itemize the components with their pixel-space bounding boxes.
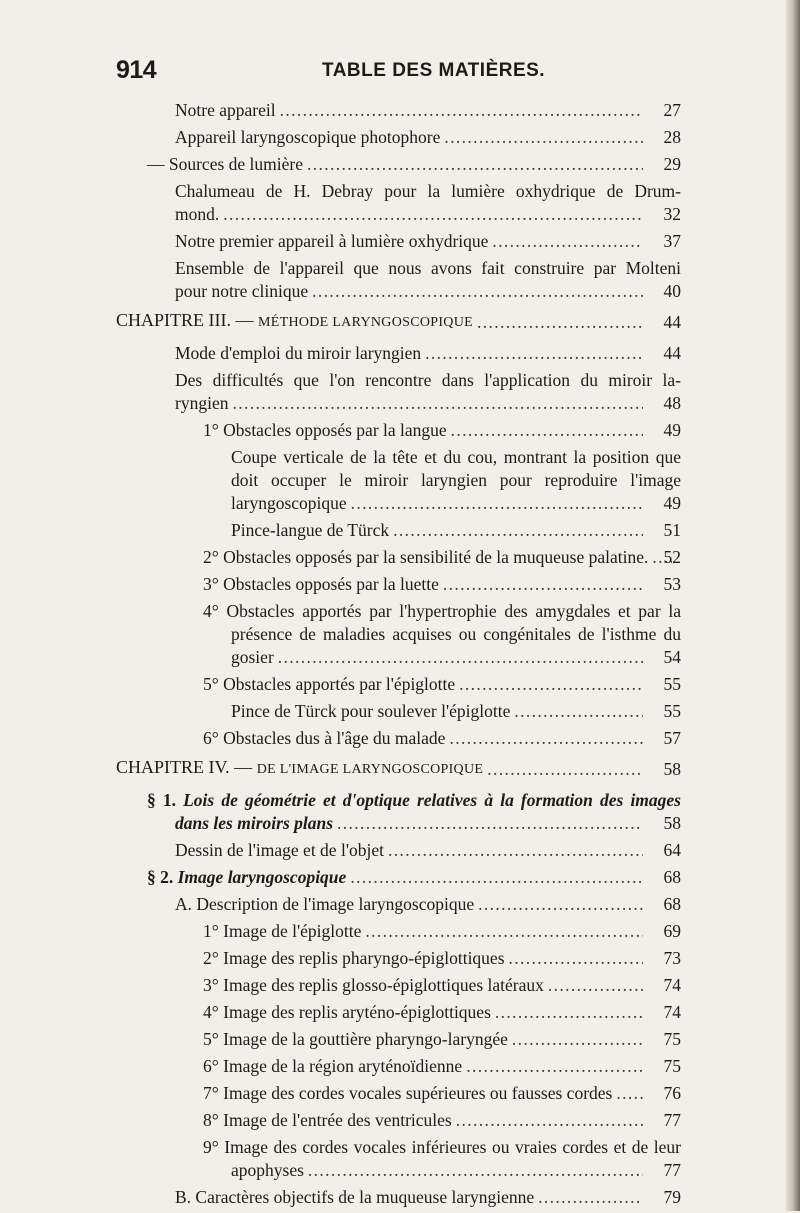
- toc-entry-row: [147, 153, 681, 176]
- toc-entry-title: 8° Image de l'entrée des ventricules: [203, 1110, 452, 1130]
- dot-leader: [307, 153, 643, 176]
- toc-entry-row: [231, 1159, 681, 1182]
- toc-entry: [203, 546, 681, 569]
- dot-leader: [466, 1055, 643, 1078]
- toc-entry-title: 1° Image de l'épiglotte: [203, 921, 362, 941]
- toc-entry-row: [203, 546, 681, 569]
- toc-page-number: 52: [663, 547, 681, 567]
- section-number: § 1.: [147, 790, 184, 810]
- toc-page-number: 64: [663, 840, 681, 860]
- toc-entry: [175, 230, 681, 253]
- dot-leader: [451, 419, 643, 442]
- toc-entry-line: Coupe verticale de la tête et du cou, montrant la position que: [231, 447, 681, 467]
- toc-page-number: 79: [663, 1187, 681, 1207]
- toc-entry-title: 2° Image des replis pharyngo-épiglottiques: [203, 948, 505, 968]
- toc-entry: [203, 419, 681, 442]
- dot-leader: [495, 1001, 643, 1024]
- dot-leader: [456, 1109, 643, 1132]
- toc-entry: [203, 974, 681, 997]
- toc-entry-title: 7° Image des cordes vocales supérieures ou fausses cordes: [203, 1083, 613, 1103]
- dot-leader: [351, 492, 643, 515]
- dot-leader: [337, 812, 643, 835]
- toc-entry-title: 3° Image des replis glosso-épiglottiques latéraux: [203, 975, 544, 995]
- toc-entry-row: [203, 1082, 681, 1105]
- dot-leader: [478, 893, 643, 916]
- toc-entry: [203, 920, 681, 943]
- chapter-title: MÉTHODE LARYNGOSCOPIQUE: [258, 315, 473, 330]
- running-title: TABLE DES MATIÈRES.: [322, 60, 546, 81]
- dot-leader: [350, 866, 643, 889]
- toc-entry-row: [203, 947, 681, 970]
- toc-entry: [175, 342, 681, 365]
- chapter-label: CHAPITRE IV. —: [116, 757, 257, 777]
- toc-page-number: 48: [663, 393, 681, 413]
- toc-entry-row: [116, 309, 681, 334]
- toc-entry-line: Des difficultés que l'on rencontre dans l'application du miroir la-: [175, 370, 681, 390]
- toc-entry: [231, 446, 681, 515]
- dot-leader: [449, 727, 643, 750]
- toc-entry: [203, 727, 681, 750]
- toc-page-number: 75: [663, 1029, 681, 1049]
- toc-page-number: 28: [663, 127, 681, 147]
- page-number: 914: [116, 56, 157, 84]
- toc-entry-row: [231, 700, 681, 723]
- dot-leader: [538, 1186, 643, 1209]
- toc-entry-row: [175, 893, 681, 916]
- toc-page-number: 40: [663, 281, 681, 301]
- chapter-label: CHAPITRE III. —: [116, 310, 258, 330]
- toc-page-number: 44: [663, 312, 681, 332]
- section-heading-line: [147, 789, 681, 812]
- toc-entry-line: 4° Obstacles apportés par l'hypertrophie des amygdales et par la: [203, 601, 681, 621]
- toc-entry-title-cont: pour notre clinique: [175, 281, 309, 301]
- toc-entry-title: 6° Image de la région aryténoïdienne: [203, 1056, 463, 1076]
- toc-entry-title: Notre premier appareil à lumière oxhydrique: [175, 231, 489, 251]
- toc-entry-title: Pince de Türck pour soulever l'épiglotte: [231, 701, 511, 721]
- section-number: § 2.: [147, 867, 178, 887]
- dot-leader: [459, 673, 643, 696]
- toc-entry-title-cont: mond.: [175, 204, 220, 224]
- toc-page-number: 53: [663, 574, 681, 594]
- section-title: Image laryngoscopique: [177, 867, 347, 887]
- toc-entry-row: [203, 974, 681, 997]
- toc-entry-row: [203, 1028, 681, 1051]
- toc-entry: [175, 369, 681, 415]
- section-heading: [147, 866, 346, 889]
- toc-entry-row: [203, 573, 681, 596]
- dot-leader: [616, 1082, 643, 1105]
- toc-page-number: 37: [663, 231, 681, 251]
- table-of-contents: [0, 99, 800, 1213]
- toc-entry-row: [203, 1001, 681, 1024]
- toc-entry: [147, 866, 681, 889]
- toc-entry: [203, 1109, 681, 1132]
- dot-leader: [492, 230, 643, 253]
- toc-entry-title: 4° Image des replis aryténo-épiglottiques: [203, 1002, 491, 1022]
- toc-entry-title: Mode d'emploi du miroir laryngien: [175, 343, 422, 363]
- toc-entry: [203, 1028, 681, 1051]
- toc-entry-row: [231, 492, 681, 515]
- toc-entry-title-cont: laryngoscopique: [231, 493, 347, 513]
- toc-entry-row: [175, 839, 681, 862]
- toc-page-number: 51: [663, 520, 681, 540]
- dot-leader: [388, 839, 643, 862]
- toc-entry-row: [203, 419, 681, 442]
- toc-entry: [203, 947, 681, 970]
- dot-leader: [512, 1028, 643, 1051]
- toc-page-number: 57: [663, 728, 681, 748]
- toc-entry-row: [203, 920, 681, 943]
- section-title: Lois de géométrie et d'optique relatives à la formation des images: [183, 790, 681, 810]
- toc-entry-line: présence de maladies acquises ou congénitales de l'isthme du: [231, 624, 681, 644]
- toc-entry-row: [175, 230, 681, 253]
- toc-entry-row: [175, 99, 681, 122]
- toc-entry-title: A. Description de l'image laryngoscopique: [175, 894, 475, 914]
- toc-entry: [231, 700, 681, 723]
- toc-entry-title: 6° Obstacles dus à l'âge du malade: [203, 728, 446, 748]
- toc-entry-row: [203, 673, 681, 696]
- toc-entry-title: Notre appareil: [175, 100, 276, 120]
- toc-entry-row: [203, 727, 681, 750]
- toc-entry-line: Chalumeau de H. Debray pour la lumière oxhydrique de Drum-: [175, 181, 681, 201]
- toc-entry: [147, 153, 681, 176]
- toc-page-number: 29: [663, 154, 681, 174]
- toc-entry: [175, 1186, 681, 1209]
- toc-entry-row: [175, 1186, 681, 1209]
- toc-entry-line: 9° Image des cordes vocales inférieures ou vraies cordes et de leur: [203, 1137, 681, 1157]
- toc-page-number: 74: [663, 1002, 681, 1022]
- dot-leader: [444, 126, 643, 149]
- toc-entry-title: 5° Image de la gouttière pharyngo-laryngée: [203, 1029, 508, 1049]
- dot-leader: [365, 920, 643, 943]
- toc-entry: [116, 756, 681, 781]
- toc-entry-line: doit occuper le miroir laryngien pour reproduire l'image: [231, 470, 681, 490]
- toc-entry: [203, 1136, 681, 1182]
- toc-entry-row: [175, 812, 681, 835]
- toc-page-number: 27: [663, 100, 681, 120]
- toc-page-number: 55: [663, 674, 681, 694]
- toc-entry-title: 1° Obstacles opposés par la langue: [203, 420, 447, 440]
- dot-leader: [308, 1159, 643, 1182]
- toc-page-number: 55: [663, 701, 681, 721]
- chapter-heading: [116, 756, 483, 781]
- toc-page-number: 68: [663, 894, 681, 914]
- toc-page-number: 58: [663, 813, 681, 833]
- toc-page-number: 77: [663, 1160, 681, 1180]
- toc-entry-row: [116, 756, 681, 781]
- toc-entry-row: [147, 866, 681, 889]
- toc-entry: [231, 519, 681, 542]
- toc-entry: [175, 893, 681, 916]
- toc-entry: [175, 257, 681, 303]
- toc-entry-line: Ensemble de l'appareil que nous avons fait construire par Molteni: [175, 258, 681, 278]
- dot-leader: [312, 280, 643, 303]
- toc-page-number: 69: [663, 921, 681, 941]
- toc-entry: [175, 99, 681, 122]
- section-title-cont: dans les miroirs plans: [175, 813, 334, 833]
- toc-entry-title: 5° Obstacles apportés par l'épiglotte: [203, 674, 456, 694]
- toc-entry: [116, 309, 681, 334]
- toc-entry: [175, 839, 681, 862]
- toc-entry: [203, 600, 681, 669]
- dot-leader: [477, 311, 643, 334]
- toc-entry-row: [203, 1109, 681, 1132]
- toc-page-number: 54: [663, 647, 681, 667]
- toc-entry-title: — Sources de lumière: [147, 154, 303, 174]
- dot-leader: [487, 758, 643, 781]
- toc-entry: [203, 573, 681, 596]
- toc-entry-row: [175, 126, 681, 149]
- toc-entry: [175, 126, 681, 149]
- toc-page-number: 73: [663, 948, 681, 968]
- dot-leader: [425, 342, 643, 365]
- toc-entry-row: [203, 1055, 681, 1078]
- toc-entry-title-cont: gosier: [231, 647, 274, 667]
- toc-entry: [203, 1055, 681, 1078]
- toc-page-number: 58: [663, 759, 681, 779]
- toc-page-number: 68: [663, 867, 681, 887]
- toc-page-number: 49: [663, 493, 681, 513]
- toc-entry: [203, 673, 681, 696]
- toc-entry: [203, 1001, 681, 1024]
- dot-leader: [509, 947, 643, 970]
- toc-page-number: 75: [663, 1056, 681, 1076]
- toc-entry-row: [175, 203, 681, 226]
- toc-entry-title: 2° Obstacles opposés par la sensibilité de la muqueuse palatine.: [203, 547, 649, 567]
- toc-entry: [175, 180, 681, 226]
- toc-entry: [203, 1082, 681, 1105]
- toc-entry-title: 3° Obstacles opposés par la luette: [203, 574, 439, 594]
- toc-page-number: 76: [663, 1083, 681, 1103]
- dot-leader: [548, 974, 643, 997]
- toc-page-number: 49: [663, 420, 681, 440]
- chapter-heading: [116, 309, 473, 334]
- toc-entry-title: Dessin de l'image et de l'objet: [175, 840, 384, 860]
- toc-entry-title: Appareil laryngoscopique photophore: [175, 127, 441, 147]
- toc-entry: [147, 789, 681, 835]
- toc-entry-row: [231, 519, 681, 542]
- dot-leader: [443, 573, 643, 596]
- toc-entry-title-cont: ryngien: [175, 393, 229, 413]
- toc-entry-title: Pince-langue de Türck: [231, 520, 390, 540]
- toc-entry-row: [231, 646, 681, 669]
- toc-entry-row: [175, 392, 681, 415]
- dot-leader: [280, 99, 643, 122]
- chapter-title: DE L'IMAGE LARYNGOSCOPIQUE: [256, 762, 484, 777]
- dot-leader: [514, 700, 643, 723]
- toc-entry-row: [175, 342, 681, 365]
- dot-leader: [393, 519, 643, 542]
- toc-entry-title-cont: apophyses: [231, 1160, 304, 1180]
- toc-entry-title: B. Caractères objectifs de la muqueuse laryngienne: [175, 1187, 535, 1207]
- dot-leader: [232, 392, 643, 415]
- toc-page-number: 32: [663, 204, 681, 224]
- toc-page-number: 44: [663, 343, 681, 363]
- dot-leader: [278, 646, 643, 669]
- page-header: [0, 56, 800, 86]
- dot-leader: [223, 203, 643, 226]
- toc-page-number: 74: [663, 975, 681, 995]
- toc-page-number: 77: [663, 1110, 681, 1130]
- toc-entry-row: [175, 280, 681, 303]
